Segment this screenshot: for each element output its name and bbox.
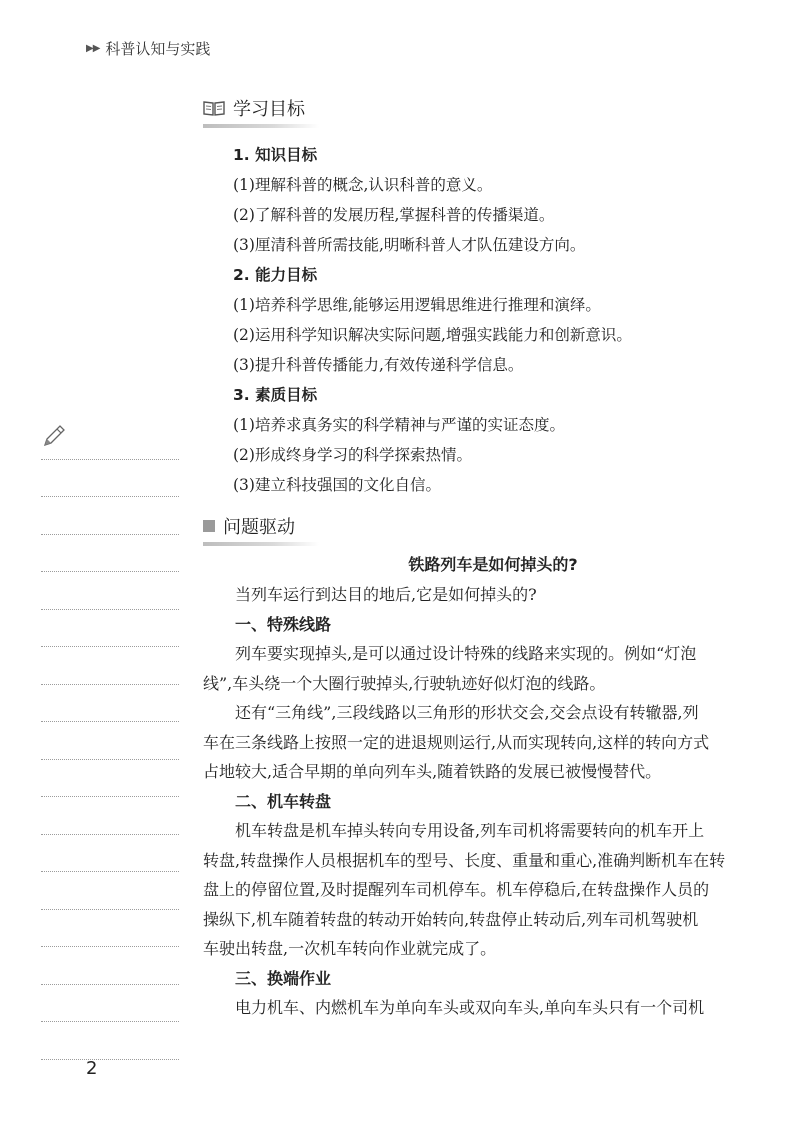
note-line [41,535,179,573]
objective-group-heading: 1. 知识目标 [233,146,318,164]
paragraph-line: 列车要实现掉头,是可以通过设计特殊的线路来实现的。例如“灯泡 [235,644,697,663]
objective-item: (3)提升科普传播能力,有效传递科学信息。 [233,356,524,374]
note-line [41,872,179,910]
paragraph-line: 机车转盘是机车掉头转向专用设备,列车司机将需要转向的机车开上 [235,821,705,840]
running-header [86,38,210,59]
objective-item: (1)培养科学思维,能够运用逻辑思维进行推理和演绎。 [233,296,601,314]
paragraph-line: 车驶出转盘,一次机车转向作业就完成了。 [203,939,497,958]
article-title: 铁路列车是如何掉头的? [408,555,578,574]
note-line [41,610,179,648]
objective-item: (3)建立科技强国的文化自信。 [233,476,441,494]
objective-item: (1)理解科普的概念,认识科普的意义。 [233,176,493,194]
paragraph-line: 操纵下,机车随着转盘的转动开始转向,转盘停止转动后,列车司机驾驶机 [203,909,699,929]
objective-item: (1)培养求真务实的科学精神与严谨的实证态度。 [233,416,565,434]
note-line [41,460,179,498]
note-line [41,497,179,535]
note-line [41,947,179,985]
note-line [41,910,179,948]
section-heading: 二、机车转盘 [235,791,332,811]
paragraph-line: 车在三条线路上按照一定的进退规则运行,从而实现转向,这样的转向方式 [203,732,710,752]
paragraph-line: 当列车运行到达目的地后,它是如何掉头的? [235,585,537,604]
problem-heading [203,512,295,540]
problem-title: 问题驱动 [223,517,295,538]
objectives-list [233,140,753,500]
paragraph-line: 占地较大,适合早期的单向列车头,随着铁路的发展已被慢慢替代。 [203,762,662,781]
section-heading: 三、换端作业 [235,968,332,988]
gray-square-icon [203,520,215,532]
section-heading: 一、特殊线路 [235,614,332,634]
objective-item: (3)厘清科普所需技能,明晰科普人才队伍建设方向。 [233,236,586,254]
objective-item: (2)形成终身学习的科学探索热情。 [233,446,472,464]
paragraph-line: 线”,车头绕一个大圈行驶掉头,行驶轨迹好似灯泡的线路。 [203,673,606,693]
page-number: 2 [86,1058,98,1079]
note-line [41,1022,179,1060]
note-line [41,685,179,723]
note-line [41,422,179,460]
note-line [41,985,179,1023]
note-line [41,572,179,610]
note-line [41,835,179,873]
note-line [41,647,179,685]
note-line [41,760,179,798]
objective-item: (2)了解科普的发展历程,掌握科普的传播渠道。 [233,206,555,224]
heading-underline [203,124,319,128]
paragraph-line: 转盘,转盘操作人员根据机车的型号、长度、重量和重心,准确判断机车在转 [203,850,726,870]
book-title: 科普认知与实践 [105,40,211,58]
objective-group-heading: 2. 能力目标 [233,266,318,284]
objective-group-heading: 3. 素质目标 [233,386,318,404]
paragraph-line: 电力机车、内燃机车为单向车头或双向车头,单向车头只有一个司机 [235,998,705,1017]
paragraph-line: 盘上的停留位置,及时提醒列车司机停车。机车停稳后,在转盘操作人员的 [203,880,710,899]
open-book-icon [203,100,225,116]
objective-item: (2)运用科学知识解决实际问题,增强实践能力和创新意识。 [233,326,632,344]
paragraph-line: 还有“三角线”,三段线路以三角形的形状交会,交会点设有转辙器,列 [235,703,699,722]
note-line [41,722,179,760]
heading-underline [203,542,319,546]
note-lines [41,422,179,1060]
double-arrow-icon: ▶▶ [86,43,100,54]
note-line [41,797,179,835]
objectives-title: 学习目标 [233,99,305,120]
objectives-heading [203,94,305,122]
problem-body [203,550,753,1023]
